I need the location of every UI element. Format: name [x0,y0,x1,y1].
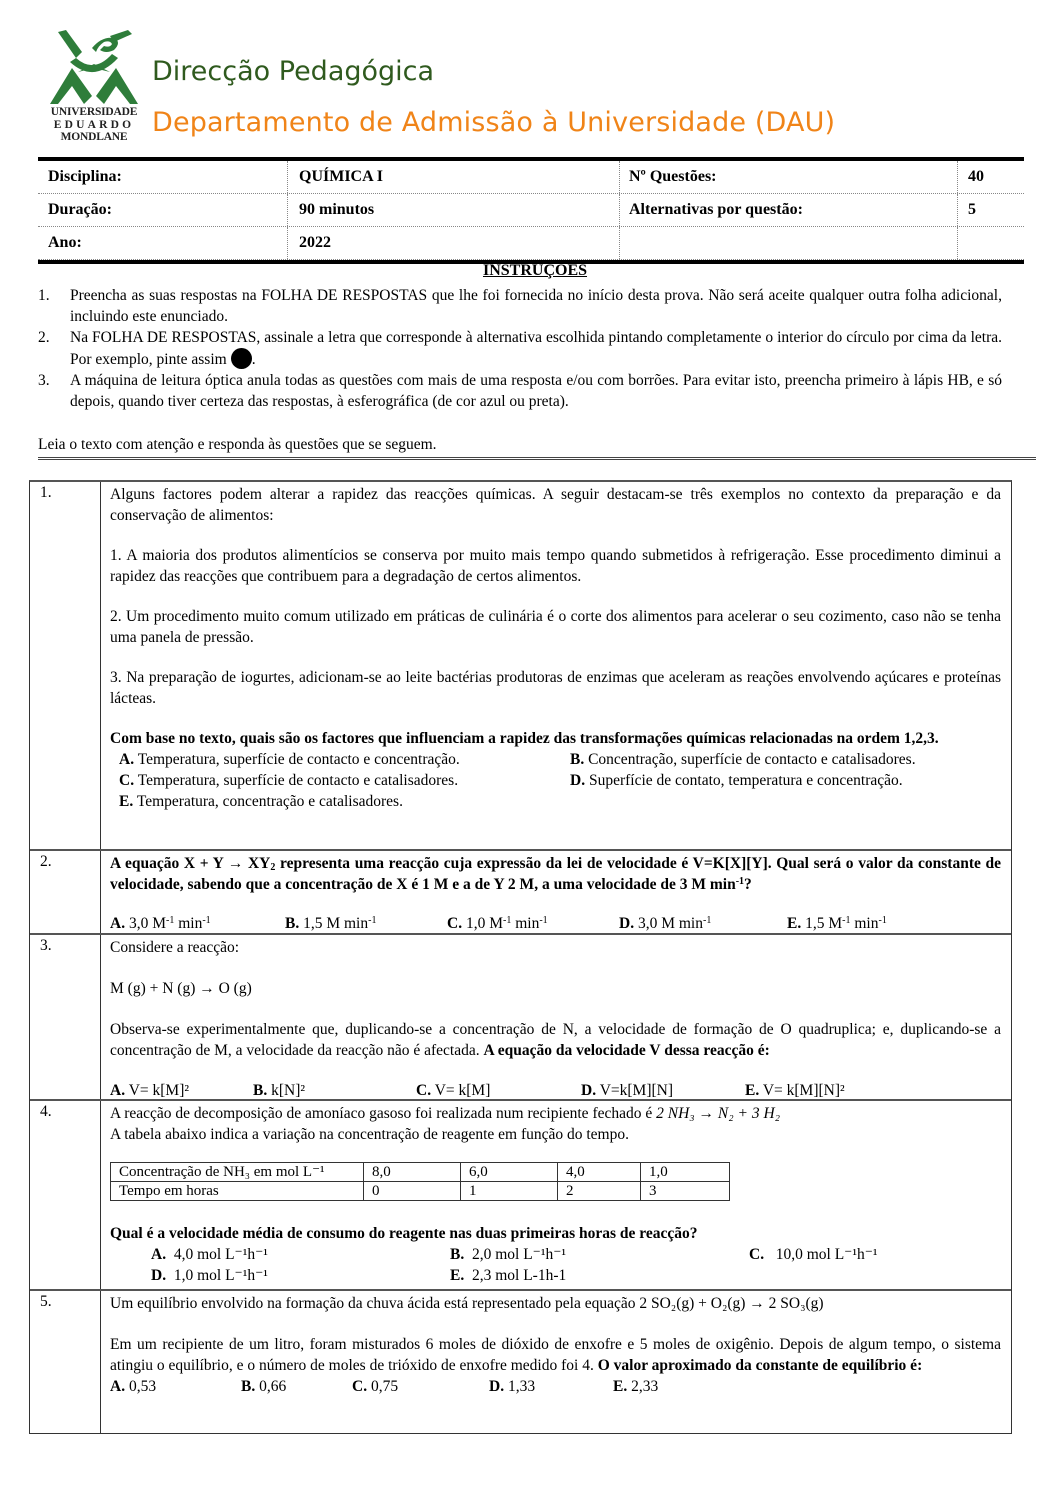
question-prompt: A equação $X + Y \to XY_2$ representa uma reacção cuja expressão da lei de velocidade é V=K[X][Y]. Qual será o valor da constante de velocidade, sabendo que a concentração de X é 1 M e a de Y 2 M, a uma velocidade de 3 M $\min^{-1}$? [110,855,1001,893]
question-body: Observa-se experimentalmente que, duplicando-se a concentração de N, a velocidade de formação de O quadruplica; e, duplicando-se a concentração de M, a velocidade da reacção não é afectada. A equação da velocidade V dessa reacção é: [110,1021,1001,1059]
table-cell: 6,0 [461,1163,558,1182]
option-d[interactable]: D. V=k[M][N] [581,1082,673,1099]
table-cell: 4,0 [558,1163,641,1182]
question-2 [30,851,1011,935]
question-intro: Alguns factores podem alterar a rapidez das reacções químicas. A seguir destacam-se três exemplos no contexto da preparação e da conservação de alimentos: [110,486,1001,524]
option-e[interactable]: E. 2,3 mol L-1h-1 [450,1267,567,1284]
questions-count-value: 40 [968,168,984,185]
option-b[interactable]: B. Concentração, superfície de contacto e catalisadores. [570,751,916,768]
duration-value: 90 minutos [288,194,620,226]
answer-options [110,1376,1001,1397]
answer-options [110,913,1001,934]
concentration-table [110,1162,730,1201]
header-title: Direcção Pedagógica [152,56,435,87]
questions-table [29,480,1012,1434]
question-number: 4. [30,1101,101,1289]
option-e[interactable]: E. Temperatura, concentração e catalisadores. [119,793,403,810]
row-header: Tempo em horas [111,1182,364,1201]
duration-label: Duração: [38,194,288,226]
logo-line-2: EDUARDO [53,118,135,131]
table-cell: 3 [641,1182,730,1201]
option-b[interactable]: B. k[N]² [253,1082,306,1099]
table-cell: 2 [558,1182,641,1201]
table-cell: 1 [461,1182,558,1201]
instruction-number: 3. [38,372,50,389]
exam-info-table [38,157,1024,264]
instruction-number: 1. [38,287,50,304]
option-e[interactable]: E. 2,33 [613,1378,659,1395]
option-b[interactable]: B. 0,66 [241,1378,287,1395]
question-number: 1. [30,482,101,849]
question-5 [30,1291,1011,1433]
question-number: 2. [30,851,101,933]
instruction-text: Preencha as suas respostas na FOLHA DE RESPOSTAS que lhe foi fornecida no início desta prova. Não será aceite qualquer outra folha adicional, incluindo este enunciado. [70,287,1002,325]
question-3 [30,935,1011,1101]
reading-instruction: Leia o texto com atenção e responda às questões que se seguem. [38,436,437,453]
option-a[interactable]: A. Temperatura, superfície de contacto e concentração. [119,751,460,768]
question-intro: A reacção de decomposição de amoníaco gasoso foi realizada num recipiente fechado é 2 NH₃ → N₂ + 3 H₂ [110,1105,781,1122]
year-label: Ano: [38,227,288,259]
header-subtitle: Departamento de Admissão à Universidade (DAU) [152,107,836,138]
table-cell: 8,0 [364,1163,461,1182]
reaction-equation: 2 NH₃ → N₂ + 3 H₂ [656,1105,781,1122]
option-c[interactable]: C. V= k[M] [416,1082,491,1099]
discipline-label: Disciplina: [38,161,288,193]
option-a[interactable]: A. 0,53 [110,1378,157,1395]
table-row [111,1163,730,1182]
row-header: Concentração de NH₃ em mol L⁻¹ [111,1163,364,1182]
answer-options [110,1244,1001,1265]
question-body: Em um recipiente de um litro, foram misturados 6 moles de dióxido de enxofre e 5 moles de oxigênio. Depois de algum tempo, o sistema atingiu o equilíbrio, e o número de moles de trióxido de enxofre medido foi 4. O valor aproximado da constante de equilíbrio é: [110,1336,1001,1374]
discipline-value: QUÍMICA I [288,161,620,193]
empty-cell [620,227,958,259]
instruction-number: 2. [38,329,50,346]
option-c[interactable]: C. 10,0 mol L⁻¹h⁻¹ [749,1246,878,1263]
question-4 [30,1101,1011,1291]
option-c[interactable]: C. 1,0 $M^{-1}$ $\min^{-1}$ [447,915,548,932]
question-number: 3. [30,935,101,1099]
instruction-text: A máquina de leitura óptica anula todas as questões com mais de uma resposta e/ou com borrões. Para evitar isto, preencha primeiro à lápis HB, e só depois, quando tiver certeza das respostas, à esferográfica (de cor azul ou preta). [70,372,1002,410]
option-e[interactable]: E. 1,5 $M^{-1}$ $\min^{-1}$ [787,915,887,932]
option-d[interactable]: D. 1,33 [489,1378,536,1395]
logo-line-3: MONDLANE [60,131,128,143]
option-a[interactable]: A. 4,0 mol L⁻¹h⁻¹ [151,1246,268,1263]
question-prompt: Qual é a velocidade média de consumo do reagente nas duas primeiras horas de reacção? [110,1225,698,1242]
table-cell: 1,0 [641,1163,730,1182]
info-row [38,227,1024,260]
answer-options [110,1265,1001,1286]
answer-options [110,1080,1001,1101]
uem-emblem-icon [48,28,140,106]
example-2: 2. Um procedimento muito comum utilizado em práticas de culinária é o corte dos alimentos para acelerar o seu cozimento, caso não se tenha uma panela de pressão. [110,608,1001,646]
empty-cell [958,227,1024,259]
option-c[interactable]: C. 0,75 [352,1378,399,1395]
option-c[interactable]: C. Temperatura, superfície de contacto e catalisadores. [119,772,459,789]
question-number: 5. [30,1291,101,1433]
punctuation: . [251,351,256,368]
answer-options [110,749,1001,812]
instruction-text: Na FOLHA DE RESPOSTAS, assinale a letra que corresponde à alternativa escolhida pintando completamente o interior do círculo por cima da letra. Por exemplo, pinte assim [70,329,1002,368]
instructions-list [38,285,1002,412]
question-intro-2: A tabela abaixo indica a variação na concentração de reagente em função do tempo. [110,1126,629,1143]
table-cell: 0 [364,1182,461,1201]
example-1: 1. A maioria dos produtos alimentícios se conserva por muito mais tempo quando submetidos à refrigeração. Esse procedimento diminui a rapidez das reacções que contribuem para a degradação de certos alimentos. [110,547,1001,585]
filled-circle-icon [231,348,252,369]
option-b[interactable]: B. 2,0 mol L⁻¹h⁻¹ [450,1246,567,1263]
instruction-item [38,327,1002,370]
info-row [38,161,1024,194]
instruction-item [38,285,1002,327]
question-prompt: Com base no texto, quais são os factores que influenciam a rapidez das transformações químicas relacionadas na ordem 1,2,3. [110,730,939,747]
question-1 [30,482,1011,851]
option-e[interactable]: E. V= k[M][N]² [745,1082,845,1099]
year-value: 2022 [288,227,620,259]
example-3: 3. Na preparação de iogurtes, adicionam-se ao leite bactérias produtoras de enzimas que aceleram as reações envolvendo açúcares e proteínas lácteas. [110,669,1001,707]
questions-count-label: Nº Questões: [620,161,958,193]
option-a[interactable]: A. V= k[M]² [110,1082,189,1099]
logo-line-1: UNIVERSIDADE [50,106,138,118]
divider [38,457,1036,460]
option-d[interactable]: D. Superfície de contato, temperatura e concentração. [570,772,903,789]
reaction-equation: M (g) + N (g) → O (g) [110,980,252,997]
university-logo [48,28,140,150]
option-d[interactable]: D. 3,0 M $\min^{-1}$ [619,915,712,932]
instructions-title: INSTRUÇÕES [482,262,588,279]
question-intro: Considere a reacção: [110,939,240,956]
instruction-item [38,370,1002,412]
option-a[interactable]: A. 3,0 $M^{-1}$ $\min^{-1}$ [110,915,211,932]
option-b[interactable]: B. 1,5 M $\min^{-1}$ [285,915,377,932]
table-row [111,1182,730,1201]
info-row [38,194,1024,227]
alternatives-label: Alternativas por questão: [620,194,958,226]
question-intro: Um equilíbrio envolvido na formação da chuva ácida está representado pela equação 2 SO₂(g) + O₂(g) → 2 SO₃(g) [110,1295,824,1312]
alternatives-value: 5 [968,201,976,218]
option-d[interactable]: D. 1,0 mol L⁻¹h⁻¹ [151,1267,268,1284]
